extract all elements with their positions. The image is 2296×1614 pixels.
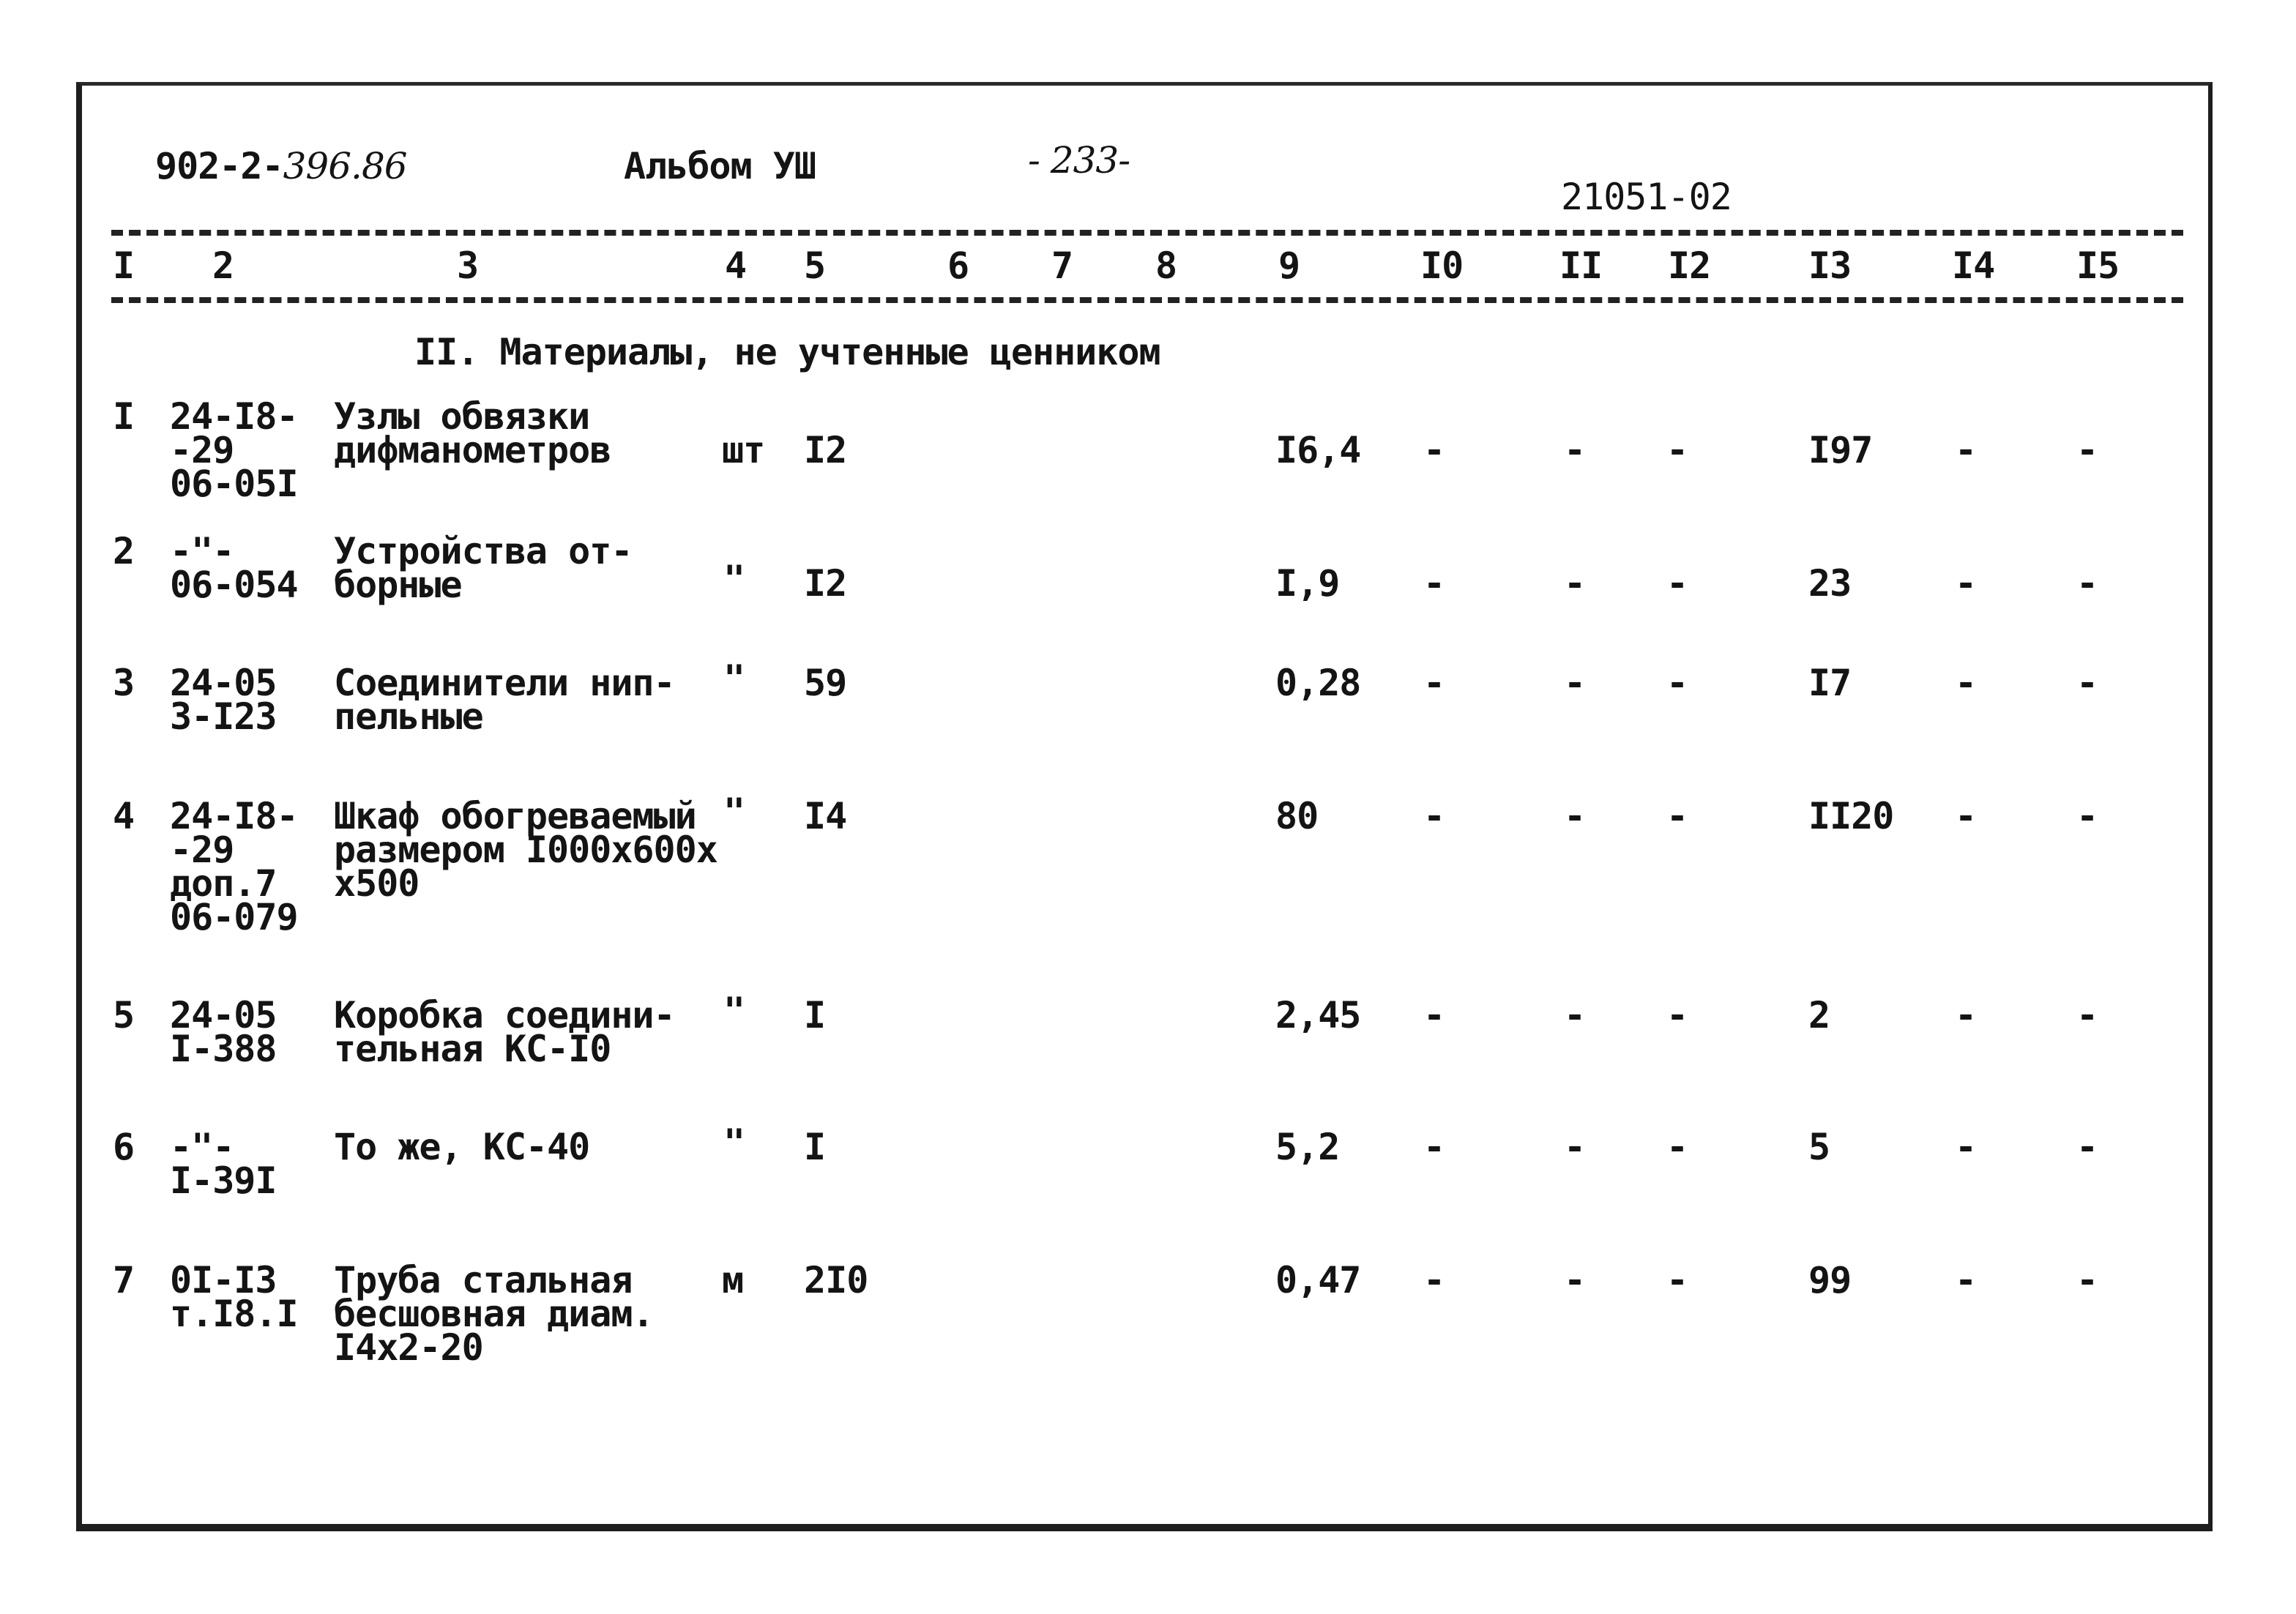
row-1-code: 24-I8- -29 06-05I — [170, 395, 298, 505]
row-7-price: 0,47 — [1275, 1259, 1361, 1301]
row-3-price: 0,28 — [1275, 662, 1361, 704]
row-2-price: I,9 — [1275, 562, 1340, 605]
row-7-col10: - — [1423, 1259, 1445, 1301]
row-4-name: Шкаф обогреваемый размером I000х600х х500 — [334, 795, 718, 905]
row-1-price: I6,4 — [1275, 429, 1361, 471]
row-7-name: Труба стальная бесшовная диам. I4х2-20 — [334, 1259, 654, 1369]
row-6-qty: I — [804, 1126, 826, 1168]
row-5-col15: - — [2076, 994, 2098, 1036]
row-7-num: 7 — [113, 1259, 135, 1301]
row-3-col10: - — [1423, 662, 1445, 704]
row-2-qty: I2 — [804, 562, 847, 605]
row-4-unit: " — [723, 791, 745, 833]
col-header-11: II — [1559, 244, 1603, 287]
row-5-col11: - — [1564, 994, 1586, 1036]
row-2-unit: " — [723, 558, 745, 600]
col-header-12: I2 — [1668, 244, 1711, 287]
row-2-total: 23 — [1808, 562, 1852, 605]
row-4-col15: - — [2076, 795, 2098, 837]
col-header-14: I4 — [1952, 244, 1995, 287]
row-6-unit: " — [723, 1121, 745, 1164]
col-header-9: 9 — [1278, 244, 1300, 287]
row-1-col11: - — [1564, 429, 1586, 471]
row-7-code: 0I-I3 т.I8.I — [170, 1259, 298, 1335]
row-6-num: 6 — [113, 1126, 135, 1168]
row-3-total: I7 — [1808, 662, 1852, 704]
row-5-num: 5 — [113, 994, 135, 1036]
row-1-qty: I2 — [804, 429, 847, 471]
row-4-price: 80 — [1275, 795, 1319, 837]
row-1-num: I — [113, 395, 135, 438]
row-3-unit: " — [723, 657, 745, 700]
row-4-total: II20 — [1808, 795, 1894, 837]
row-3-code: 24-05 3-I23 — [170, 662, 277, 738]
row-3-num: 3 — [113, 662, 135, 704]
row-5-col12: - — [1666, 994, 1688, 1036]
row-4-col14: - — [1955, 795, 1977, 837]
col-header-7: 7 — [1051, 244, 1073, 287]
row-3-qty: 59 — [804, 662, 847, 704]
row-4-num: 4 — [113, 795, 135, 837]
row-1-col15: - — [2076, 429, 2098, 471]
col-header-13: I3 — [1808, 244, 1852, 287]
row-1-col10: - — [1423, 429, 1445, 471]
row-1-total: I97 — [1808, 429, 1873, 471]
row-7-qty: 2I0 — [804, 1259, 868, 1301]
col-header-2: 2 — [212, 244, 234, 287]
col-header-5: 5 — [804, 244, 826, 287]
row-5-col10: - — [1423, 994, 1445, 1036]
row-1-name: Узлы обвязки дифманометров — [334, 395, 611, 471]
doc-number-prefix: 902-2- — [155, 145, 283, 187]
row-2-col14: - — [1955, 562, 1977, 605]
col-header-3: 3 — [457, 244, 479, 287]
row-5-unit: " — [723, 990, 745, 1032]
row-3-name: Соединители нип- пельные — [334, 662, 675, 738]
header-rule-bottom — [111, 297, 2183, 303]
row-4-qty: I4 — [804, 795, 847, 837]
row-6-total: 5 — [1808, 1126, 1830, 1168]
album-label: Альбом УШ — [624, 145, 816, 187]
row-7-unit: м — [722, 1259, 744, 1301]
row-2-col11: - — [1564, 562, 1586, 605]
row-2-col12: - — [1666, 562, 1688, 605]
col-header-4: 4 — [725, 244, 747, 287]
row-7-col12: - — [1666, 1259, 1688, 1301]
row-7-col14: - — [1955, 1259, 1977, 1301]
row-6-col11: - — [1564, 1126, 1586, 1168]
row-3-col14: - — [1955, 662, 1977, 704]
row-4-col11: - — [1564, 795, 1586, 837]
row-6-price: 5,2 — [1275, 1126, 1340, 1168]
row-6-col15: - — [2076, 1126, 2098, 1168]
stamp-number: 21051-02 — [1561, 176, 1732, 218]
row-2-name: Устройства от- борные — [334, 530, 633, 606]
row-6-col14: - — [1955, 1126, 1977, 1168]
row-1-col12: - — [1666, 429, 1688, 471]
row-1-unit: шт — [722, 429, 765, 471]
row-2-num: 2 — [113, 530, 135, 572]
row-7-col15: - — [2076, 1259, 2098, 1301]
col-header-1: I — [113, 244, 135, 287]
row-4-col12: - — [1666, 795, 1688, 837]
header-rule-top — [111, 230, 2183, 236]
doc-number-suffix: 396.86 — [283, 145, 407, 187]
row-3-col12: - — [1666, 662, 1688, 704]
row-4-code: 24-I8- -29 доп.7 06-079 — [170, 795, 298, 938]
row-5-name: Коробка соедини- тельная КС-I0 — [334, 994, 675, 1070]
row-7-total: 99 — [1808, 1259, 1852, 1301]
row-6-name: То же, КС-40 — [334, 1126, 590, 1168]
page-number: - 233- — [1028, 139, 1130, 182]
row-5-total: 2 — [1808, 994, 1830, 1036]
row-5-price: 2,45 — [1275, 994, 1361, 1036]
row-6-code: -"- I-39I — [170, 1126, 277, 1202]
row-5-qty: I — [804, 994, 826, 1036]
row-6-col10: - — [1423, 1126, 1445, 1168]
row-1-col14: - — [1955, 429, 1977, 471]
row-5-code: 24-05 I-388 — [170, 994, 277, 1070]
row-6-col12: - — [1666, 1126, 1688, 1168]
doc-number — [155, 145, 407, 187]
row-3-col15: - — [2076, 662, 2098, 704]
col-header-15: I5 — [2076, 244, 2120, 287]
row-2-col10: - — [1423, 562, 1445, 605]
row-4-col10: - — [1423, 795, 1445, 837]
row-2-col15: - — [2076, 562, 2098, 605]
col-header-8: 8 — [1155, 244, 1177, 287]
section-title: II. Материалы, не учтенные ценником — [414, 331, 1160, 373]
col-header-10: I0 — [1420, 244, 1464, 287]
row-2-code: -"- 06-054 — [170, 530, 298, 606]
row-3-col11: - — [1564, 662, 1586, 704]
row-5-col14: - — [1955, 994, 1977, 1036]
row-7-col11: - — [1564, 1259, 1586, 1301]
col-header-6: 6 — [947, 244, 969, 287]
